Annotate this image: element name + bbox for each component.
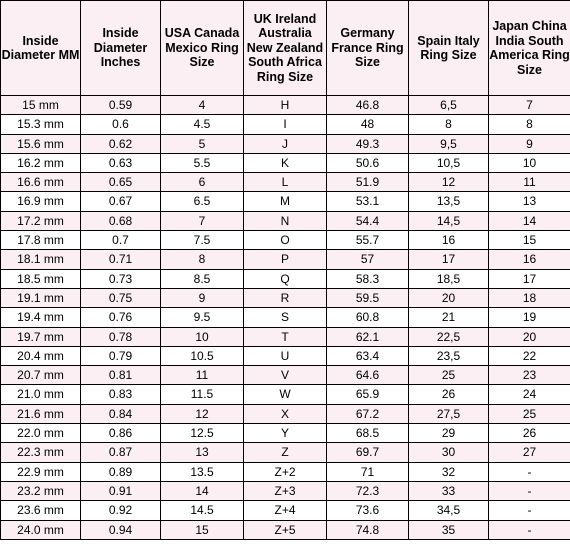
cell-usa: 9.5: [161, 308, 244, 327]
cell-spain: 22,5: [409, 327, 489, 346]
header-japan-china-india: Japan China India South America Ring Size: [489, 1, 570, 96]
cell-spain: 9,5: [409, 134, 489, 153]
cell-usa: 8.5: [161, 269, 244, 288]
cell-japan: -: [489, 481, 570, 500]
cell-japan: 11: [489, 173, 570, 192]
cell-mm: 17.2 mm: [1, 211, 81, 230]
cell-mm: 22.9 mm: [1, 462, 81, 481]
cell-uk: T: [244, 327, 327, 346]
cell-japan: 8: [489, 115, 570, 134]
cell-uk: R: [244, 288, 327, 307]
cell-inches: 0.67: [81, 192, 161, 211]
cell-spain: 26: [409, 385, 489, 404]
cell-usa: 11: [161, 366, 244, 385]
cell-usa: 7.5: [161, 231, 244, 250]
cell-japan: 20: [489, 327, 570, 346]
cell-uk: H: [244, 96, 327, 115]
table-row: [1, 153, 570, 172]
cell-japan: 17: [489, 269, 570, 288]
cell-mm: 22.0 mm: [1, 424, 81, 443]
cell-mm: 15 mm: [1, 96, 81, 115]
cell-germany: 50.6: [327, 153, 409, 172]
cell-spain: 30: [409, 443, 489, 462]
table-row: [1, 462, 570, 481]
cell-spain: 10,5: [409, 153, 489, 172]
cell-mm: 21.6 mm: [1, 404, 81, 423]
cell-japan: -: [489, 501, 570, 520]
header-row: [1, 1, 570, 96]
cell-inches: 0.68: [81, 211, 161, 230]
cell-japan: 19: [489, 308, 570, 327]
table-row: [1, 192, 570, 211]
cell-japan: 22: [489, 346, 570, 365]
cell-uk: W: [244, 385, 327, 404]
cell-spain: 34,5: [409, 501, 489, 520]
table-row: [1, 308, 570, 327]
cell-germany: 59.5: [327, 288, 409, 307]
table-row: [1, 404, 570, 423]
cell-mm: 23.6 mm: [1, 501, 81, 520]
cell-inches: 0.78: [81, 327, 161, 346]
table-body: [1, 96, 570, 540]
cell-usa: 10: [161, 327, 244, 346]
cell-inches: 0.63: [81, 153, 161, 172]
cell-mm: 15.6 mm: [1, 134, 81, 153]
cell-germany: 72.3: [327, 481, 409, 500]
cell-inches: 0.84: [81, 404, 161, 423]
header-usa-canada-mexico: USA Canada Mexico Ring Size: [161, 1, 244, 96]
cell-japan: 24: [489, 385, 570, 404]
table-row: [1, 173, 570, 192]
cell-mm: 20.4 mm: [1, 346, 81, 365]
cell-uk: K: [244, 153, 327, 172]
cell-mm: 22.3 mm: [1, 443, 81, 462]
cell-germany: 57: [327, 250, 409, 269]
cell-inches: 0.83: [81, 385, 161, 404]
cell-usa: 7: [161, 211, 244, 230]
cell-usa: 6: [161, 173, 244, 192]
cell-japan: 9: [489, 134, 570, 153]
table-row: [1, 231, 570, 250]
cell-mm: 18.1 mm: [1, 250, 81, 269]
cell-inches: 0.79: [81, 346, 161, 365]
cell-inches: 0.86: [81, 424, 161, 443]
cell-mm: 18.5 mm: [1, 269, 81, 288]
cell-germany: 71: [327, 462, 409, 481]
cell-spain: 16: [409, 231, 489, 250]
cell-usa: 10.5: [161, 346, 244, 365]
cell-inches: 0.59: [81, 96, 161, 115]
cell-japan: 14: [489, 211, 570, 230]
cell-usa: 14: [161, 481, 244, 500]
cell-uk: U: [244, 346, 327, 365]
cell-germany: 54.4: [327, 211, 409, 230]
cell-mm: 16.9 mm: [1, 192, 81, 211]
table-row: [1, 288, 570, 307]
cell-japan: 27: [489, 443, 570, 462]
cell-japan: 25: [489, 404, 570, 423]
cell-inches: 0.65: [81, 173, 161, 192]
cell-spain: 27,5: [409, 404, 489, 423]
cell-inches: 0.76: [81, 308, 161, 327]
cell-usa: 12: [161, 404, 244, 423]
cell-usa: 13: [161, 443, 244, 462]
table-row: [1, 346, 570, 365]
cell-inches: 0.81: [81, 366, 161, 385]
table-row: [1, 250, 570, 269]
header-spain-italy: Spain Italy Ring Size: [409, 1, 489, 96]
table-row: [1, 443, 570, 462]
table-row: [1, 520, 570, 539]
cell-japan: -: [489, 520, 570, 539]
cell-usa: 8: [161, 250, 244, 269]
cell-germany: 73.6: [327, 501, 409, 520]
cell-japan: 10: [489, 153, 570, 172]
cell-germany: 48: [327, 115, 409, 134]
cell-usa: 4: [161, 96, 244, 115]
cell-japan: 18: [489, 288, 570, 307]
cell-mm: 16.6 mm: [1, 173, 81, 192]
cell-uk: S: [244, 308, 327, 327]
cell-germany: 68.5: [327, 424, 409, 443]
cell-uk: Z+5: [244, 520, 327, 539]
cell-inches: 0.73: [81, 269, 161, 288]
table-row: [1, 327, 570, 346]
cell-uk: Z: [244, 443, 327, 462]
cell-usa: 13.5: [161, 462, 244, 481]
cell-mm: 16.2 mm: [1, 153, 81, 172]
cell-spain: 6,5: [409, 96, 489, 115]
header-inside-diameter-inches: Inside Diameter Inches: [81, 1, 161, 96]
cell-spain: 18,5: [409, 269, 489, 288]
cell-spain: 32: [409, 462, 489, 481]
cell-japan: 23: [489, 366, 570, 385]
cell-uk: V: [244, 366, 327, 385]
cell-mm: 15.3 mm: [1, 115, 81, 134]
cell-inches: 0.62: [81, 134, 161, 153]
cell-usa: 9: [161, 288, 244, 307]
cell-uk: Z+2: [244, 462, 327, 481]
cell-spain: 17: [409, 250, 489, 269]
cell-spain: 25: [409, 366, 489, 385]
table-row: [1, 481, 570, 500]
cell-inches: 0.6: [81, 115, 161, 134]
cell-uk: X: [244, 404, 327, 423]
cell-spain: 33: [409, 481, 489, 500]
cell-usa: 11.5: [161, 385, 244, 404]
cell-germany: 53.1: [327, 192, 409, 211]
cell-germany: 49.3: [327, 134, 409, 153]
cell-mm: 19.7 mm: [1, 327, 81, 346]
cell-uk: Q: [244, 269, 327, 288]
cell-germany: 46.8: [327, 96, 409, 115]
table-header: [1, 1, 570, 96]
cell-spain: 20: [409, 288, 489, 307]
cell-spain: 12: [409, 173, 489, 192]
table-row: [1, 134, 570, 153]
cell-germany: 60.8: [327, 308, 409, 327]
cell-germany: 64.6: [327, 366, 409, 385]
header-inside-diameter-mm: Inside Diameter MM: [1, 1, 81, 96]
table-row: [1, 115, 570, 134]
cell-germany: 69.7: [327, 443, 409, 462]
cell-usa: 15: [161, 520, 244, 539]
cell-uk: L: [244, 173, 327, 192]
cell-uk: M: [244, 192, 327, 211]
cell-germany: 55.7: [327, 231, 409, 250]
cell-spain: 14,5: [409, 211, 489, 230]
cell-mm: 24.0 mm: [1, 520, 81, 539]
cell-usa: 5: [161, 134, 244, 153]
cell-mm: 21.0 mm: [1, 385, 81, 404]
cell-usa: 4.5: [161, 115, 244, 134]
cell-inches: 0.92: [81, 501, 161, 520]
cell-japan: -: [489, 462, 570, 481]
cell-japan: 15: [489, 231, 570, 250]
table-row: [1, 424, 570, 443]
cell-uk: O: [244, 231, 327, 250]
cell-inches: 0.89: [81, 462, 161, 481]
table-row: [1, 269, 570, 288]
cell-mm: 17.8 mm: [1, 231, 81, 250]
cell-uk: P: [244, 250, 327, 269]
cell-mm: 19.1 mm: [1, 288, 81, 307]
cell-spain: 8: [409, 115, 489, 134]
cell-spain: 29: [409, 424, 489, 443]
cell-usa: 12.5: [161, 424, 244, 443]
cell-uk: Y: [244, 424, 327, 443]
cell-spain: 23,5: [409, 346, 489, 365]
cell-inches: 0.87: [81, 443, 161, 462]
cell-uk: N: [244, 211, 327, 230]
cell-germany: 58.3: [327, 269, 409, 288]
cell-usa: 5.5: [161, 153, 244, 172]
cell-inches: 0.75: [81, 288, 161, 307]
table-row: [1, 366, 570, 385]
cell-germany: 65.9: [327, 385, 409, 404]
cell-inches: 0.91: [81, 481, 161, 500]
cell-inches: 0.71: [81, 250, 161, 269]
cell-uk: J: [244, 134, 327, 153]
cell-usa: 14.5: [161, 501, 244, 520]
cell-mm: 20.7 mm: [1, 366, 81, 385]
cell-mm: 23.2 mm: [1, 481, 81, 500]
table-row: [1, 385, 570, 404]
cell-inches: 0.94: [81, 520, 161, 539]
cell-uk: Z+3: [244, 481, 327, 500]
cell-spain: 21: [409, 308, 489, 327]
header-germany-france: Germany France Ring Size: [327, 1, 409, 96]
cell-japan: 13: [489, 192, 570, 211]
cell-germany: 62.1: [327, 327, 409, 346]
table-row: [1, 501, 570, 520]
cell-spain: 13,5: [409, 192, 489, 211]
cell-germany: 74.8: [327, 520, 409, 539]
cell-spain: 35: [409, 520, 489, 539]
cell-germany: 67.2: [327, 404, 409, 423]
cell-mm: 19.4 mm: [1, 308, 81, 327]
cell-germany: 63.4: [327, 346, 409, 365]
cell-uk: I: [244, 115, 327, 134]
header-uk-ireland-australia: UK Ireland Australia New Zealand South Africa Ring Size: [244, 1, 327, 96]
cell-japan: 7: [489, 96, 570, 115]
cell-japan: 16: [489, 250, 570, 269]
table-row: [1, 96, 570, 115]
cell-uk: Z+4: [244, 501, 327, 520]
cell-usa: 6.5: [161, 192, 244, 211]
table-row: [1, 211, 570, 230]
cell-germany: 51.9: [327, 173, 409, 192]
cell-japan: 26: [489, 424, 570, 443]
cell-inches: 0.7: [81, 231, 161, 250]
